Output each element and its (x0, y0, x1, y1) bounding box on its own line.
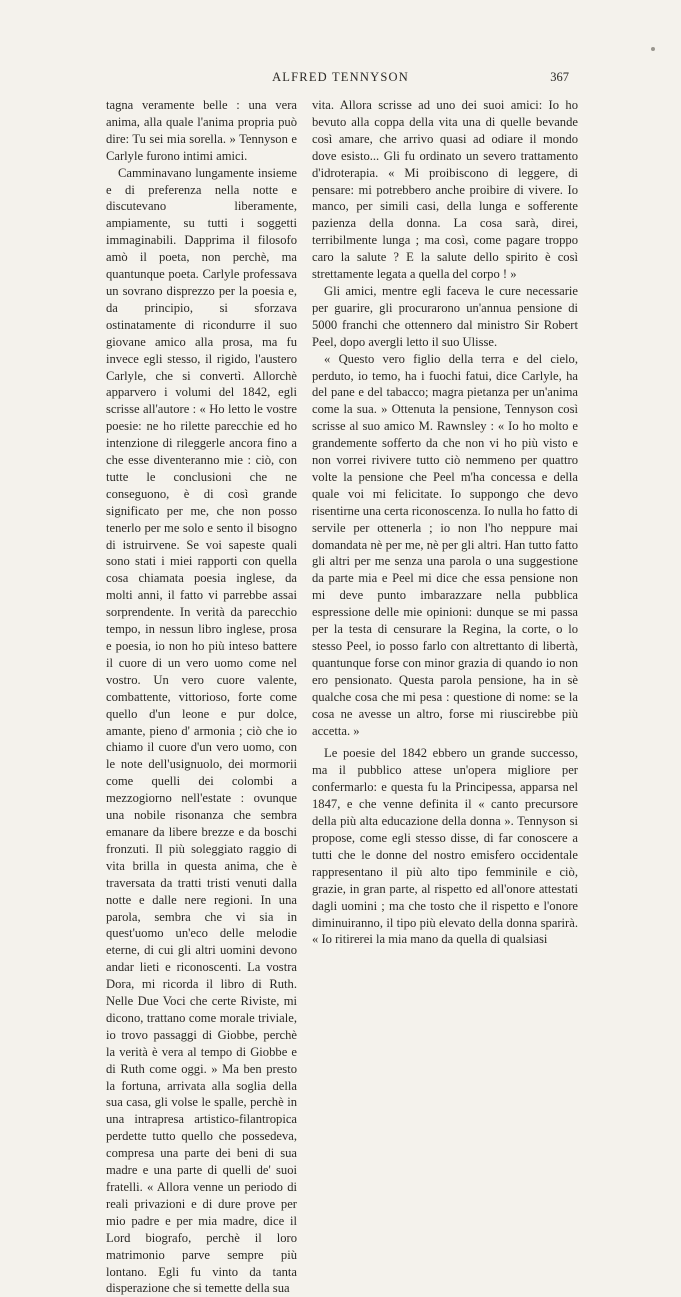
paper-speck (651, 47, 655, 51)
paragraph: vita. Allora scrisse ad uno dei suoi amici: Io ho bevuto alla coppa della vita una di quelle bevande così amare, che arrivo quasi ad odiare il mondo dove esisto... Gli fu ordinato un severo trattamento d'idroterapia. « Mi proibiscono di leggere, di pensare: mi potrebbero anche proibire di vivere. Io manco, per simili casi, della lunga e sofferente pazienza della donna. La cosa sarà, direi, terribilmente lunga ; ma così, come pagare troppo caro la salute ? E la salute dello spirito è così strettamente legata a quella del corpo ! » (312, 98, 578, 282)
page-number: 367 (550, 70, 569, 84)
running-title: ALFRED TENNYSON (272, 70, 409, 84)
left-column (106, 97, 297, 1297)
right-column (312, 97, 578, 948)
paragraph: tagna veramente belle : una vera anima, alla quale l'anima propria può dire: Tu sei mia sorella. » Tennyson e Carlyle furono intimi amici. (106, 98, 297, 163)
paragraph: Camminavano lungamente insieme e di preferenza nella notte e discutevano liberamente, ampiamente, su tutti i soggetti immaginabili. Dapprima il filosofo amò il poeta, non perchè, ma quantunque poeta. Carlyle professava un sovrano disprezzo per la poesia e, da principio, si sforzava ostinatamente di ricondurre il suo giovane amico alla prosa, ma fu invece egli stesso, il rigido, l'austero Carlyle, che si convertì. Allorchè apparvero i volumi del 1842, egli scrisse all'autore : « Ho letto le vostre poesie: ne ho rilette parecchie ed ho intenzione di rileggerle ancora fino a che esse diventeranno mie : ciò, con tutte le conclusioni che ne conseguono, è di così grande significato per me, che non posso tenerlo per me solo e sento il bisogno di istruirvene. Se voi sapeste quali sono stati i miei rapporti con quella cosa chiamata poesia inglese, da molti anni, il fatto vi parrebbe assai sorprendente. In verità da parecchio tempo, in nessun libro inglese, prosa e poesia, io non ho più inteso battere il cuore di un vero uomo come nel vostro. Un vero cuore valente, combattente, vittorioso, forte come quello d'un leone e pur dolce, amante, pieno d' armonia ; ciò che io chiamo il cuore d'un vero uomo, con le note dell'usignuolo, dei mormorii come quelli dei colombi a mezzogiorno nell'estate : ovunque una nobile risonanza che sembra emanare da libere brezze e da boschi fronzuti. Il più soleggiato raggio di vita brilla in questa anima, che è traversata da tratti tristi venuti dalla notte e dalle nere regioni. In una parola, sembra che vi sia in quest'uomo un'eco delle melodie eterne, di cui gli altri uomini devono andar lieti e riconoscenti. La vostra Dora, mi ricorda il libro di Ruth. Nelle Due Voci che certe Riviste, mi dicono, trattano come morale triviale, io trovo passaggi di Giobbe, perchè la verità è vera al tempo di Giobbe e di Ruth come oggi. » Ma ben presto la fortuna, arrivata alla soglia della sua casa, gli volse le spalle, perchè in una intrapresa artistico-filantropica perdette tutto quello che possedeva, compresa una parte dei beni di sua madre e una parte di quelli de' suoi fratelli. « Allora venne un periodo di reali privazioni e di dure prove per mio padre e per mia madre, dice il Lord biografo, perchè il loro matrimonio parve sempre più lontano. Egli fu vinto da tanta disperazione che si temette della sua (106, 165, 297, 1296)
paragraph: Gli amici, mentre egli faceva le cure necessarie per guarire, gli procurarono un'annua pensione di 5000 franchi che ottennero dal ministro Sir Robert Peel, dopo avergli letto il suo Ulisse. (312, 283, 578, 349)
paragraph: « Questo vero figlio della terra e del cielo, perduto, io temo, ha i fuochi fatui, dice Carlyle, ha del pane e del tabacco; magra pietanza per un'anima come la sua. » Ottenuta la pensione, Tennyson così scrisse al suo amico M. Rawnsley : « Io ho molto e grandemente sofferto da che non vi ho più visto e non vorrei rivivere tutto ciò nemmeno per quattro volte la pensione che Peel m'ha concessa e della quale voi mi felicitate. Io suppongo che devo risentirne una certa riconoscenza. Io nulla ho fatto di servile per ottenerla ; io non l'ho neppure mai domandata nè per me, nè per gli altri. Han tutto fatto gli altri per me senza una parola o una suggestione da parte mia e Peel mi dice che essa pensione non mi deve punto imbarazzare nella pubblica espressione delle mie opinioni: dunque se mi passa per la testa di censurare la Regina, la corte, o lo stesso Peel, io posso farlo con altrettanto di libertà, quantunque forse con minor grazia di quando io non ero pensionato. Questa parola pensione, ha in sè qualche cosa che mi pesa : questione di nome: se la cosa ne avesse un altro, forse mi riuscirebbe più accetta. » (312, 351, 578, 738)
paragraph: Le poesie del 1842 ebbero un grande successo, ma il pubblico attese un'opera migliore per confermarlo: e questa fu la Principessa, apparsa nel 1847, e che venne definita il « canto precursore della più alta educazione della donna ». Tennyson si propose, come egli stesso disse, di far conoscere a tutti che le donne del nostro emisfero occidentale rappresentano il più alto tipo femminile e ciò, grazie, in gran parte, al rispetto ed all'onore attestati dagli uomini ; ma che tosto che il rispetto e l'onore diminuiranno, il tipo più elevato della donna sparirà. « Io ritirerei la mia mano da quella di qualsiasi (312, 746, 578, 947)
